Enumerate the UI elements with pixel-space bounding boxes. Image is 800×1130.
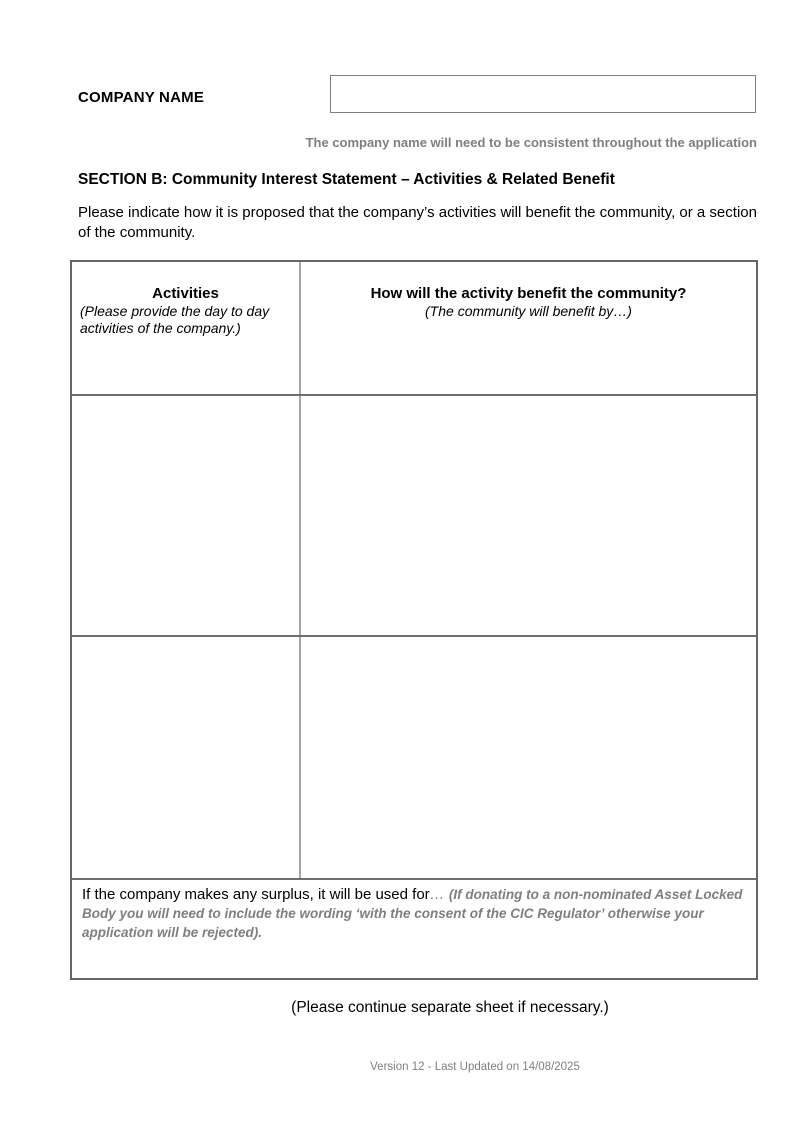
company-name-consistency-note: The company name will need to be consistent throughout the application (305, 135, 757, 150)
footer-version-text: Version 12 - Last Updated on 14/08/2025 (370, 1061, 580, 1073)
surplus-lead-text: If the company makes any surplus, it will be used for (82, 886, 430, 903)
section-b-heading: SECTION B: Community Interest Statement – Activities & Related Benefit (78, 171, 615, 188)
company-name-input[interactable] (330, 75, 756, 113)
benefit-column-subtitle: (The community will benefit by…) (425, 303, 632, 319)
activity-input-cell-1[interactable] (72, 396, 301, 635)
benefit-input-cell-1[interactable] (301, 396, 756, 635)
company-name-label: COMPANY NAME (78, 89, 205, 106)
surplus-regulator-note: (If donating to a non-nominated Asset Locked Body you will need to include the wording ‘with the consent of the CIC Regulator’ otherwise your application will be rejected). (82, 887, 743, 940)
continue-separate-sheet-note: (Please continue separate sheet if necessary.) (291, 999, 609, 1016)
activities-column-subtitle: (Please provide the day to day activities of the company.) (80, 303, 270, 336)
table-header-row (72, 262, 756, 394)
surplus-statement-text (82, 885, 746, 942)
surplus-statement-cell[interactable] (72, 878, 756, 978)
section-b-intro: Please indicate how it is proposed that the company’s activities will benefit the community, or a section of the community. (78, 204, 757, 241)
table-header-benefit (301, 262, 756, 394)
benefit-column-title: How will the activity benefit the community? (370, 285, 687, 302)
activities-column-title: Activities (152, 285, 219, 302)
table-header-activities (72, 262, 301, 394)
benefit-input-cell-2[interactable] (301, 637, 756, 878)
activity-input-cell-2[interactable] (72, 637, 301, 878)
table-row (72, 394, 756, 635)
activities-benefit-table (70, 260, 758, 980)
surplus-ellipsis: … (429, 886, 449, 903)
table-row (72, 635, 756, 878)
